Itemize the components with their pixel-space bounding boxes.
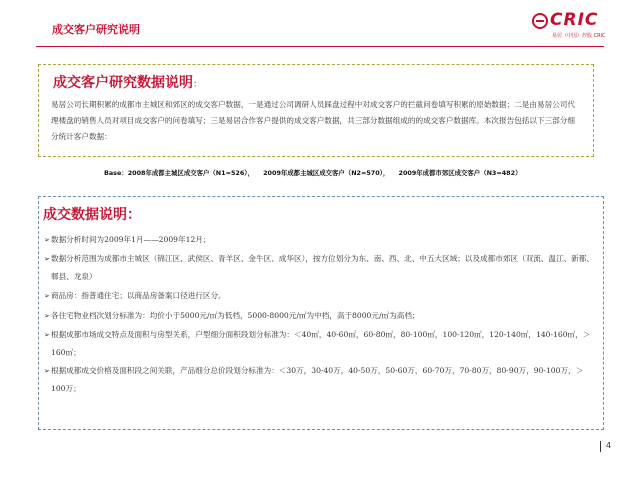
list-item (44, 250, 594, 286)
intro-body: 易居公司长期积累的成都市主城区和郊区的成交客户数据，一是通过公司调研人员踩盘过程中对成交客户的拦截问卷填写积累的原始数据；二是由易居公司代理楼盘的销售人员对项目成交客户的问卷填写；三是易居合作客户提供的成交客户数据，共三部分数据组成的的成交客户数据库。本次报告包括以下三部分细分统计客户数据： (51, 100, 575, 141)
page-number-divider (600, 441, 601, 452)
arrow-bullet-icon: ➢ (44, 292, 50, 300)
base-line (104, 168, 528, 177)
arrow-bullet-icon: ➢ (44, 255, 50, 263)
logo-subtext: 易居（中国）控股 CRIC (552, 33, 606, 39)
list-item (44, 230, 594, 250)
list-item-text: 各住宅物业档次划分标准为：均价小于5000元/㎡为低档，5000-8000元/㎡为中档，高于8000元/㎡为高档； (51, 311, 420, 320)
base-item-1: Base：2008年成都主城区成交客户（N1=526）， (104, 169, 254, 177)
list-item-text: 数据分析时间为2009年1月——2009年12月； (51, 235, 211, 244)
list-item (44, 326, 594, 362)
base-item-2: 2009年成都主城区成交客户（N2=570）， (263, 169, 390, 177)
arrow-bullet-icon: ➢ (44, 331, 50, 339)
intro-title-colon: ： (193, 80, 203, 90)
details-box (38, 196, 604, 430)
details-title: 成交数据说明： (43, 207, 141, 223)
intro-title-text: 成交客户研究数据说明 (53, 75, 193, 91)
base-item-3: 2009年成都市郊区成交客户（N3=482） (398, 169, 522, 177)
list-item-text: 根据成都成交价格及面积段之间关联，产品细分总价段划分标准为：＜30万，30-40万，40-50万，50-60万，60-70万，70-80万，80-90万，90-100万，＞100万； (51, 366, 584, 393)
list-item-text: 数据分析范围为成都市主城区（锦江区、武侯区、青羊区、金牛区、成华区），按方位划分为东、南、西、北、中五大区域；以及成都市郊区（双流、温江、新都、郫县、龙泉） (51, 254, 594, 281)
list-item (44, 286, 594, 306)
page-title: 成交客户研究说明 (52, 23, 140, 36)
intro-box (38, 64, 594, 157)
list-item-text: 根据成都市场成交特点及面积与房型关系，户型细分面积段划分标准为：＜40㎡，40-60㎡，60-80㎡，80-100㎡，100-120㎡，120-140㎡，140-160㎡，＞160㎡； (51, 330, 591, 357)
logo-text: CRIC (550, 10, 599, 30)
intro-title (53, 72, 202, 92)
list-item-text: 商品房：指普通住宅；以商品房备案口径进行区分。 (51, 291, 226, 300)
logo-mark-icon (532, 13, 548, 29)
list-item (44, 362, 594, 398)
arrow-bullet-icon: ➢ (44, 312, 50, 320)
list-item (44, 306, 594, 326)
page-number: 4 (606, 441, 612, 450)
header-rule (36, 46, 604, 47)
arrow-bullet-icon: ➢ (44, 236, 50, 244)
arrow-bullet-icon: ➢ (44, 367, 50, 375)
details-list (44, 230, 594, 398)
cric-logo (528, 10, 628, 44)
